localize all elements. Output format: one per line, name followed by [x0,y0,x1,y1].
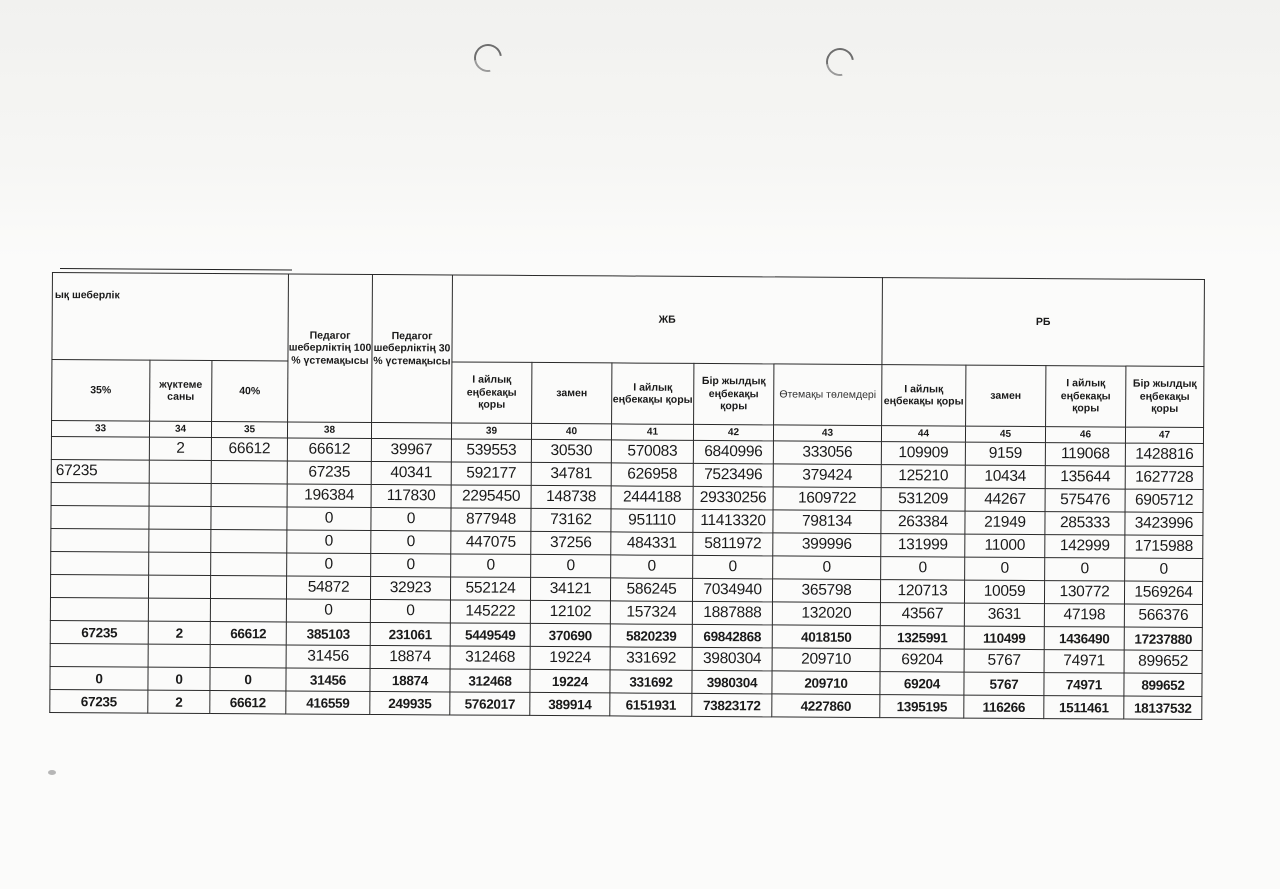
table-cell [211,460,287,483]
table-cell: 5811972 [693,532,773,555]
group-header-row [52,273,1205,367]
salary-table [49,272,1205,720]
jb-replacement-header: замен [532,362,612,423]
table-cell: 539553 [451,439,531,462]
column-number: 47 [1125,427,1203,443]
table-cell: 10059 [964,580,1044,603]
table-cell: 399996 [773,533,881,557]
table-cell: 196384 [287,484,371,508]
table-cell: 125210 [881,465,965,489]
table-cell: 3980304 [692,670,772,693]
column-number: 43 [773,425,881,442]
table-cell: 899652 [1124,650,1202,673]
table-cell [51,436,149,460]
rb-monthly-fund-2-header: І айлық еңбекақы қоры [1046,366,1126,427]
table-cell: 586245 [610,578,692,602]
table-cell [51,528,149,552]
table-cell: 249935 [370,691,450,714]
table-cell [149,460,211,483]
table-cell: 2444188 [611,486,693,510]
table-cell: 19224 [530,669,610,692]
table-cell: 73823172 [692,693,772,716]
column-number: 35 [211,421,287,437]
column-number: 44 [881,426,965,443]
scan-shading [0,0,1280,260]
column-number: 38 [287,422,371,439]
table-cell: 1428816 [1125,443,1203,466]
table-cell: 34781 [531,462,611,485]
table-cell: 31456 [286,668,370,692]
ped-30-header: Педагог шеберліктің 30 % үстемақысы [372,274,453,422]
table-cell: 2295450 [451,485,531,508]
table-cell: 951110 [611,509,693,533]
table-cell: 69204 [880,672,964,696]
table-cell: 66612 [287,438,371,462]
table-cell: 67235 [287,461,371,485]
table-cell: 0 [371,507,451,530]
table-cell: 74971 [1044,650,1124,673]
table-cell: 2 [148,621,210,644]
table-cell: 365798 [772,579,880,603]
table-cell: 37256 [531,531,611,554]
table-cell: 0 [693,555,773,578]
table-cell: 3980304 [692,647,772,670]
top-rule [60,268,292,270]
table-cell: 5820239 [610,624,692,648]
table-cell: 1325991 [880,626,964,650]
table-cell: 0 [371,530,451,553]
table-cell: 1609722 [773,487,881,511]
table-cell: 32923 [370,576,450,599]
table-cell: 18137532 [1124,696,1202,719]
table-cell [149,529,211,552]
table-cell: 18874 [370,668,450,691]
table-cell: 5767 [964,672,1044,695]
table-cell [51,482,149,506]
table-cell: 0 [287,507,371,531]
table-cell: 6905712 [1125,489,1203,512]
table-cell: 116266 [964,695,1044,718]
table-cell: 1887888 [692,601,772,624]
table-cell: 19224 [530,646,610,669]
table-cell: 3423996 [1125,512,1203,535]
table-cell: 379424 [773,464,881,488]
rb-monthly-fund-header: І айлық еңбекақы қоры [882,365,966,427]
table-cell: 5767 [964,649,1044,672]
table-cell: 209710 [772,648,880,672]
table-cell: 1395195 [880,695,964,719]
table-cell: 626958 [611,463,693,487]
table-cell [210,598,286,621]
table-cell: 157324 [610,601,692,625]
table-cell: 5449549 [450,623,530,646]
table-cell: 1627728 [1125,466,1203,489]
column-number: 40 [531,423,611,439]
table-cell: 44267 [965,488,1045,511]
table-cell: 7523496 [693,463,773,486]
table-cell [149,552,211,575]
table-cell: 0 [210,667,286,690]
col-load-count-header: жүктеме саны [150,360,212,421]
table-cell: 66612 [211,437,287,460]
table-cell [50,643,148,667]
table-cell: 6840996 [693,440,773,463]
table-cell: 119068 [1045,443,1125,466]
table-cell: 3631 [964,603,1044,626]
table-cell: 66612 [210,690,286,713]
col-35pct-header: 35% [52,360,150,422]
table-cell: 67235 [50,689,148,713]
table-cell: 798134 [773,510,881,534]
column-number [371,422,451,438]
table-cell: 11413320 [693,509,773,532]
column-number: 42 [693,424,773,440]
table-cell: 69204 [880,649,964,673]
table-cell: 142999 [1045,535,1125,558]
table-cell [50,574,148,598]
table-cell: 69842868 [692,624,772,647]
table-cell: 6151931 [610,693,692,717]
table-cell [148,575,210,598]
table-cell: 132020 [772,602,880,626]
table-cell: 0 [1045,558,1125,581]
table-cell: 0 [371,553,451,576]
table-cell: 29330256 [693,486,773,509]
table-cell: 0 [531,554,611,577]
ped-100-header: Педагог шеберліктің 100 % үстемақысы [288,274,373,423]
table-cell: 18874 [370,645,450,668]
column-number: 34 [149,421,211,437]
jb-monthly-fund-2-header: І айлық еңбекақы қоры [612,363,694,424]
table-cell: 385103 [286,622,370,646]
table-cell: 333056 [773,441,881,465]
table-cell [211,506,287,529]
table-cell: 0 [286,599,370,623]
table-cell: 389914 [530,692,610,715]
table-cell: 131999 [881,534,965,558]
table-cell [210,575,286,598]
table-cell: 21949 [965,511,1045,534]
table-cell [149,483,211,506]
jb-monthly-fund-header: І айлық еңбекақы қоры [452,362,532,423]
table-cell: 1715988 [1125,535,1203,558]
table-cell: 66612 [210,621,286,644]
table-cell: 312468 [450,646,530,669]
table-cell: 0 [148,667,210,690]
table-cell: 575476 [1045,489,1125,512]
table-cell: 117830 [371,484,451,507]
table-cell: 47198 [1044,604,1124,627]
table-cell: 31456 [286,645,370,669]
salary-table-wrapper [49,268,1204,720]
table-cell: 130772 [1044,581,1124,604]
table-cell: 285333 [1045,512,1125,535]
table-cell: 4018150 [772,625,880,649]
table-cell: 73162 [531,508,611,531]
table-cell: 231061 [370,622,450,645]
sub-header-row [52,360,1204,428]
table-cell: 570083 [611,440,693,464]
table-cell: 109909 [881,442,965,466]
table-cell [50,597,148,621]
col-40pct-header: 40% [212,360,288,421]
table-cell: 552124 [450,577,530,600]
table-cell: 531209 [881,488,965,512]
table-cell: 30530 [531,439,611,462]
table-cell [149,506,211,529]
table-cell [211,552,287,575]
table-cell: 34121 [530,577,610,600]
table-cell: 331692 [610,670,692,694]
table-cell: 43567 [880,603,964,627]
column-number: 33 [51,421,149,438]
table-cell: 331692 [610,647,692,671]
table-cell: 5762017 [450,692,530,715]
table-cell [211,529,287,552]
table-cell: 120713 [880,580,964,604]
table-cell: 2 [149,437,211,460]
rb-yearly-fund-header: Бір жылдық еңбекақы қоры [1126,366,1204,427]
table-cell: 74971 [1044,673,1124,696]
table-cell: 11000 [965,534,1045,557]
rb-group-header: РБ [882,278,1205,367]
table-cell [148,598,210,621]
table-cell: 12102 [530,600,610,623]
table-cell [211,483,287,506]
table-cell: 370690 [530,623,610,646]
table-cell: 0 [50,666,148,690]
column-number: 41 [611,424,693,441]
table-cell: 7034940 [692,578,772,601]
table-cell: 145222 [450,600,530,623]
table-cell: 416559 [286,691,370,715]
table-cell: 312468 [450,669,530,692]
table-cell: 0 [773,556,881,580]
table-cell: 0 [1125,558,1203,581]
table-cell: 0 [881,557,965,581]
jb-group-header: ЖБ [452,275,883,365]
table-cell [51,551,149,575]
table-cell: 110499 [964,626,1044,649]
table-cell: 0 [287,553,371,577]
table-body [50,436,1204,719]
table-cell: 135644 [1045,466,1125,489]
column-number: 45 [965,426,1045,442]
table-cell: 484331 [611,532,693,556]
table-cell: 54872 [286,576,370,600]
table-cell [148,644,210,667]
table-cell [51,505,149,529]
table-cell: 0 [287,530,371,554]
jb-compensation-header: Өтемақы төлемдері [774,364,882,426]
table-cell: 899652 [1124,673,1202,696]
partial-title-cell: ық шеберлік [52,273,289,361]
table-cell: 263384 [881,511,965,535]
jb-yearly-fund-header: Бір жылдық еңбекақы қоры [694,363,774,424]
table-cell: 0 [965,557,1045,580]
column-number: 39 [451,423,531,439]
table-cell: 566376 [1124,604,1202,627]
table-cell: 17237880 [1124,627,1202,650]
column-number: 46 [1045,427,1125,443]
table-cell: 67235 [51,459,149,483]
scan-speck [48,770,56,775]
table-cell: 0 [611,555,693,579]
table-cell: 4227860 [772,694,880,718]
table-cell: 40341 [371,461,451,484]
table-cell: 447075 [451,531,531,554]
table-cell: 67235 [50,620,148,644]
table-cell: 148738 [531,485,611,508]
table-cell: 1511461 [1044,696,1124,719]
table-cell: 9159 [965,442,1045,465]
table-cell: 877948 [451,508,531,531]
table-cell: 0 [451,554,531,577]
table-cell: 1569264 [1124,581,1202,604]
table-cell: 1436490 [1044,627,1124,650]
table-cell: 209710 [772,671,880,695]
table-cell: 39967 [371,438,451,461]
table-cell: 0 [370,599,450,622]
table-cell [210,644,286,667]
table-cell: 592177 [451,462,531,485]
table-cell: 2 [148,690,210,713]
table-cell: 10434 [965,465,1045,488]
rb-replacement-header: замен [966,365,1046,426]
